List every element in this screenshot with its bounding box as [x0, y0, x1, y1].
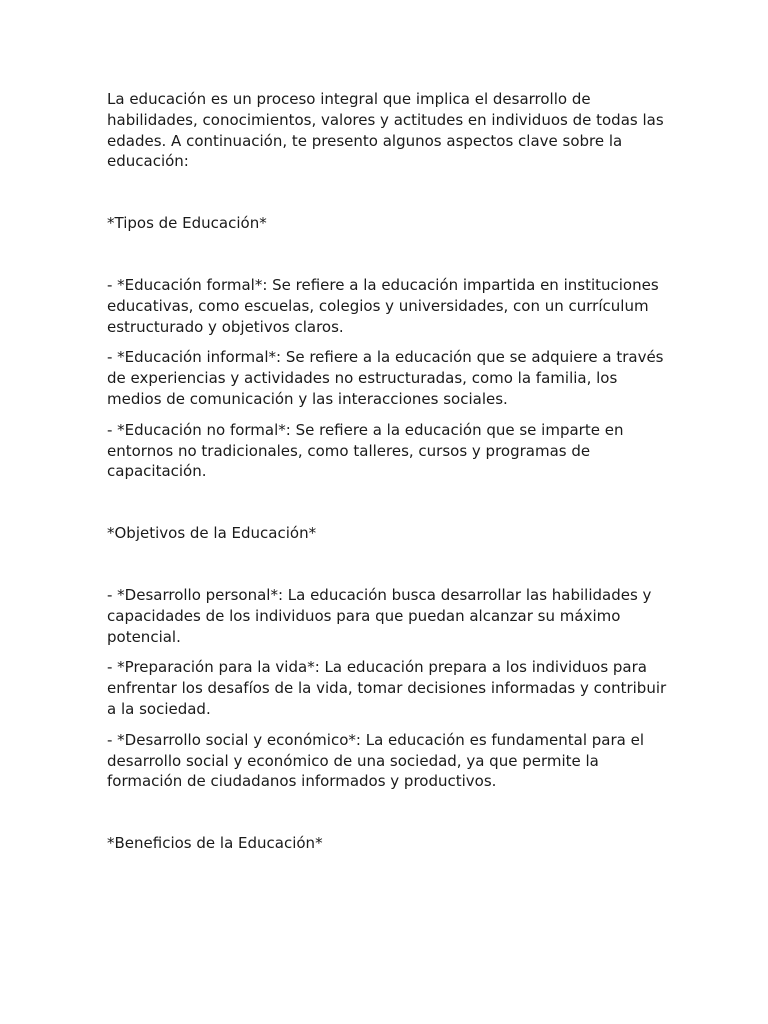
list-item: - *Educación informal*: Se refiere a la educación que se adquiere a través de experiencias y actividades no estructuradas, como la familia, los medios de comunicación y las interacciones sociales.: [107, 348, 664, 408]
document-body: [107, 89, 667, 895]
list-item: - *Desarrollo social y económico*: La educación es fundamental para el desarrollo social y económico de una sociedad, ya que permite la formación de ciudadanos informados y productivos.: [107, 730, 644, 791]
list-item: - *Educación formal*: Se refiere a la educación impartida en instituciones educativas, como escuelas, colegios y universidades, con un currículum estructurado y objetivos claros.: [107, 275, 659, 336]
list-item: - *Educación no formal*: Se refiere a la educación que se imparte en entornos no tradicionales, como talleres, cursos y programas de capacitación.: [107, 420, 624, 481]
section-heading-beneficios: *Beneficios de la Educación*: [107, 834, 323, 853]
list-item: - *Desarrollo personal*: La educación busca desarrollar las habilidades y capacidades de los individuos para que puedan alcanzar su máximo potencial.: [107, 585, 652, 646]
section-heading-objetivos: *Objetivos de la Educación*: [107, 524, 317, 543]
section-heading-tipos: *Tipos de Educación*: [107, 214, 267, 233]
intro-paragraph: La educación es un proceso integral que implica el desarrollo de habilidades, conocimientos, valores y actitudes en individuos de todas las edades. A continuación, te presento algunos aspectos clave sobre la educación:: [107, 90, 664, 171]
list-item: - *Preparación para la vida*: La educación prepara a los individuos para enfrentar los desafíos de la vida, tomar decisiones informadas y contribuir a la sociedad.: [107, 658, 667, 718]
